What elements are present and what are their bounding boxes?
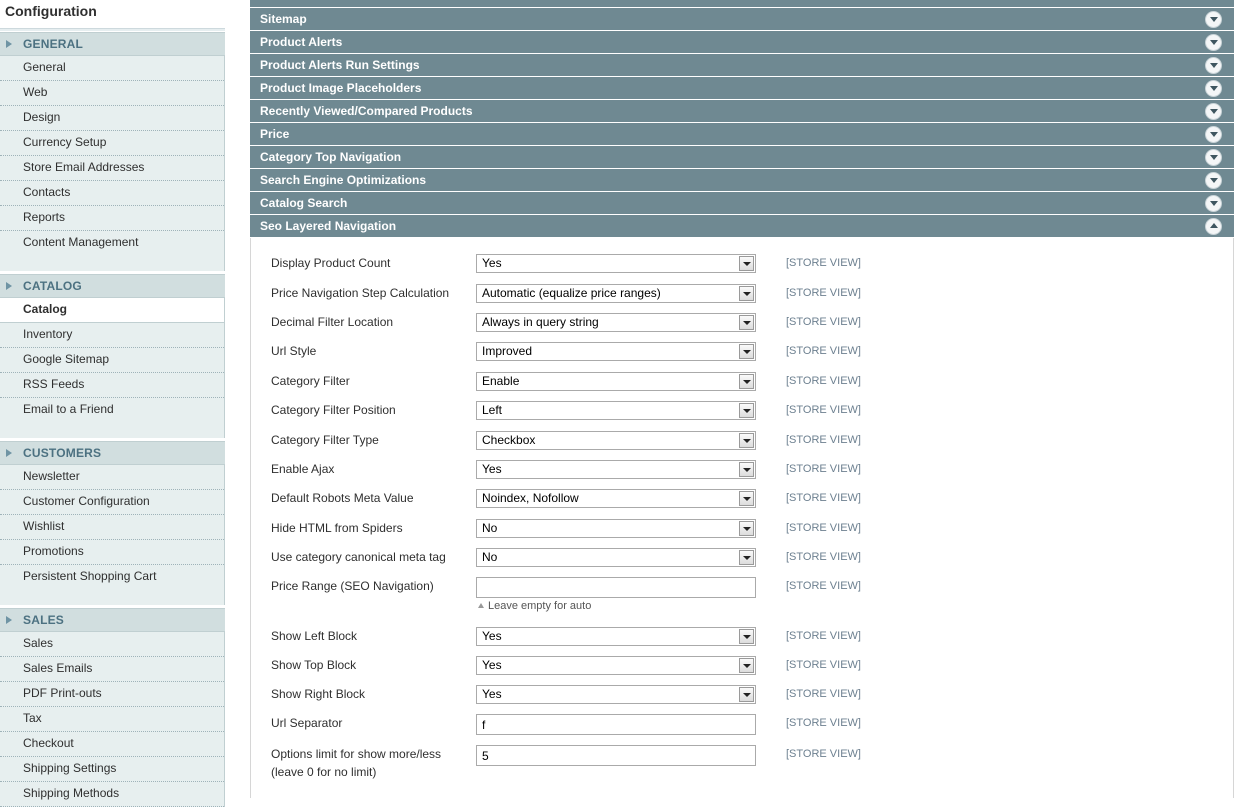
sidebar-item-email-to-a-friend[interactable]: Email to a Friend (0, 398, 224, 422)
dropdown-arrow-icon (739, 344, 754, 359)
select-value: No (482, 521, 498, 535)
scope-label: [STORE VIEW] (786, 316, 861, 328)
select-value: Left (482, 403, 503, 417)
field-label: Enable Ajax (271, 462, 335, 476)
dropdown-arrow-icon (739, 315, 754, 330)
accordion-sitemap[interactable] (250, 8, 1234, 31)
scope-label: [STORE VIEW] (786, 492, 861, 504)
scope-label: [STORE VIEW] (786, 463, 861, 475)
category-filter-position-select[interactable] (476, 401, 756, 420)
dropdown-arrow-icon (739, 629, 754, 644)
collapse-icon[interactable] (1205, 218, 1222, 235)
field-label-line1: Options limit for show more/less (271, 747, 442, 761)
field-label: Category Filter (271, 374, 350, 388)
section-sales[interactable] (0, 608, 225, 632)
price-navigation-step-select[interactable] (476, 284, 756, 303)
sidebar-item-persistent-shopping-cart[interactable]: Persistent Shopping Cart (0, 565, 224, 589)
select-value: Yes (482, 629, 502, 643)
accordion-label: Product Image Placeholders (260, 81, 422, 95)
accordion-label: Category Top Navigation (260, 150, 402, 164)
field-label: Use category canonical meta tag (271, 550, 446, 564)
scope-label: [STORE VIEW] (786, 717, 861, 729)
display-product-count-select[interactable] (476, 254, 756, 273)
sidebar-item-web[interactable]: Web (0, 81, 224, 106)
scope-label: [STORE VIEW] (786, 551, 861, 563)
select-value: Improved (482, 344, 533, 358)
dropdown-arrow-icon (739, 491, 754, 506)
select-value: Yes (482, 658, 502, 672)
show-top-block-select[interactable] (476, 656, 756, 675)
accordion-partial-header (250, 0, 1234, 8)
accordion-label: Product Alerts (260, 35, 343, 49)
scope-label: [STORE VIEW] (786, 659, 861, 671)
scope-label: [STORE VIEW] (786, 434, 861, 446)
scope-label: [STORE VIEW] (786, 522, 861, 534)
note-arrow-icon (478, 603, 484, 608)
dropdown-arrow-icon (739, 256, 754, 271)
accordion-product-alerts[interactable] (250, 31, 1234, 54)
field-label: Show Left Block (271, 629, 358, 643)
sidebar-item-design[interactable]: Design (0, 106, 224, 131)
sidebar-item-wishlist[interactable]: Wishlist (0, 515, 224, 540)
hide-html-from-spiders-select[interactable] (476, 519, 756, 538)
select-value: Checkbox (482, 433, 536, 447)
sidebar-item-checkout[interactable]: Checkout (0, 732, 224, 757)
sidebar-item-shipping-settings[interactable]: Shipping Settings (0, 757, 224, 782)
accordion-price[interactable] (250, 123, 1234, 146)
enable-ajax-select[interactable] (476, 460, 756, 479)
config-sidebar (0, 0, 225, 800)
show-right-block-select[interactable] (476, 685, 756, 704)
section-general-label: GENERAL (23, 37, 84, 51)
sidebar-item-promotions[interactable]: Promotions (0, 540, 224, 565)
select-value: Automatic (equalize price ranges) (482, 286, 661, 300)
sidebar-title: Configuration (0, 0, 225, 29)
accordion-product-alerts-run-settings[interactable] (250, 54, 1234, 77)
accordion-label: Recently Viewed/Compared Products (260, 104, 473, 118)
dropdown-arrow-icon (739, 286, 754, 301)
sidebar-item-currency-setup[interactable]: Currency Setup (0, 131, 224, 156)
accordion-label: Search Engine Optimizations (260, 173, 427, 187)
expand-icon[interactable] (1205, 80, 1222, 97)
url-separator-input[interactable] (476, 714, 756, 735)
category-filter-select[interactable] (476, 372, 756, 391)
scope-label: [STORE VIEW] (786, 748, 861, 760)
seo-layered-navigation-fieldset (250, 238, 1234, 798)
accordion-label: Sitemap (260, 12, 307, 26)
select-value: Enable (482, 374, 520, 388)
config-main (250, 0, 1234, 797)
accordion-label: Seo Layered Navigation (260, 219, 397, 233)
scope-label: [STORE VIEW] (786, 375, 861, 387)
decimal-filter-location-select[interactable] (476, 313, 756, 332)
section-arrow-icon (6, 40, 12, 48)
scope-label: [STORE VIEW] (786, 630, 861, 642)
field-label (271, 745, 476, 781)
field-note (478, 600, 591, 612)
accordion-product-image-placeholders[interactable] (250, 77, 1234, 100)
sidebar-item-tax[interactable]: Tax (0, 707, 224, 732)
field-label: Price Range (SEO Navigation) (271, 579, 434, 593)
accordion-label: Product Alerts Run Settings (260, 58, 420, 72)
accordion-label: Catalog Search (260, 196, 348, 210)
expand-icon[interactable] (1205, 149, 1222, 166)
sidebar-item-content-management[interactable]: Content Management (0, 231, 224, 255)
expand-icon[interactable] (1205, 57, 1222, 74)
sidebar-item-shipping-methods[interactable]: Shipping Methods (0, 782, 224, 807)
scope-label: [STORE VIEW] (786, 345, 861, 357)
field-label: Hide HTML from Spiders (271, 521, 403, 535)
field-label-line2: (leave 0 for no limit) (271, 765, 377, 779)
accordion-category-top-navigation[interactable] (250, 146, 1234, 169)
scope-label: [STORE VIEW] (786, 688, 861, 700)
sidebar-item-catalog[interactable]: Catalog (0, 298, 224, 323)
dropdown-arrow-icon (739, 521, 754, 536)
field-label: Url Separator (271, 716, 343, 730)
section-arrow-icon (6, 449, 12, 457)
select-value: Always in query string (482, 315, 599, 329)
accordion-recently-viewed-compared[interactable] (250, 100, 1234, 123)
select-value: Yes (482, 256, 502, 270)
select-value: Yes (482, 462, 502, 476)
field-label: Price Navigation Step Calculation (271, 286, 450, 300)
accordion-label: Price (260, 127, 290, 141)
accordion-search-engine-optimizations[interactable] (250, 169, 1234, 192)
sidebar-item-google-sitemap[interactable]: Google Sitemap (0, 348, 224, 373)
section-catalog[interactable] (0, 274, 225, 298)
section-sales-label: SALES (23, 613, 65, 627)
field-label: Category Filter Type (271, 433, 379, 447)
section-catalog-label: CATALOG (23, 279, 82, 293)
note-text: Leave empty for auto (488, 600, 592, 612)
expand-icon[interactable] (1205, 172, 1222, 189)
section-customers-list (0, 465, 225, 605)
section-customers-label: CUSTOMERS (23, 446, 102, 460)
field-label: Show Right Block (271, 687, 366, 701)
price-range-input[interactable] (476, 577, 756, 598)
field-label: Default Robots Meta Value (271, 491, 414, 505)
scope-label: [STORE VIEW] (786, 580, 861, 592)
sidebar-item-reports[interactable]: Reports (0, 206, 224, 231)
sidebar-item-newsletter[interactable]: Newsletter (0, 465, 224, 490)
section-general-list (0, 56, 225, 271)
sidebar-item-store-email-addresses[interactable]: Store Email Addresses (0, 156, 224, 181)
expand-icon[interactable] (1205, 195, 1222, 212)
select-value: Noindex, Nofollow (482, 491, 579, 505)
field-label: Decimal Filter Location (271, 315, 394, 329)
expand-icon[interactable] (1205, 34, 1222, 51)
dropdown-arrow-icon (739, 687, 754, 702)
scope-label: [STORE VIEW] (786, 404, 861, 416)
sidebar-item-general[interactable]: General (0, 56, 224, 81)
section-sales-list (0, 632, 225, 807)
expand-icon[interactable] (1205, 11, 1222, 28)
default-robots-meta-select[interactable] (476, 489, 756, 508)
scope-label: [STORE VIEW] (786, 257, 861, 269)
section-customers[interactable] (0, 441, 225, 465)
url-style-select[interactable] (476, 342, 756, 361)
expand-icon[interactable] (1205, 126, 1222, 143)
dropdown-arrow-icon (739, 462, 754, 477)
select-value: No (482, 550, 498, 564)
field-label: Show Top Block (271, 658, 357, 672)
category-filter-type-select[interactable] (476, 431, 756, 450)
dropdown-arrow-icon (739, 658, 754, 673)
field-label: Category Filter Position (271, 403, 396, 417)
section-arrow-icon (6, 616, 12, 624)
section-catalog-list (0, 298, 225, 438)
accordion-seo-layered-navigation[interactable] (250, 215, 1234, 238)
field-label: Url Style (271, 344, 317, 358)
dropdown-arrow-icon (739, 403, 754, 418)
dropdown-arrow-icon (739, 433, 754, 448)
dropdown-arrow-icon (739, 374, 754, 389)
section-general[interactable] (0, 32, 225, 56)
sidebar-item-sales[interactable]: Sales (0, 632, 224, 657)
field-label: Display Product Count (271, 256, 391, 270)
options-limit-input[interactable] (476, 745, 756, 766)
sidebar-item-pdf-print-outs[interactable]: PDF Print-outs (0, 682, 224, 707)
sidebar-item-contacts[interactable]: Contacts (0, 181, 224, 206)
scope-label: [STORE VIEW] (786, 287, 861, 299)
sidebar-item-inventory[interactable]: Inventory (0, 323, 224, 348)
expand-icon[interactable] (1205, 103, 1222, 120)
select-value: Yes (482, 687, 502, 701)
dropdown-arrow-icon (739, 550, 754, 565)
show-left-block-select[interactable] (476, 627, 756, 646)
sidebar-item-customer-configuration[interactable]: Customer Configuration (0, 490, 224, 515)
sidebar-item-sales-emails[interactable]: Sales Emails (0, 657, 224, 682)
section-arrow-icon (6, 282, 12, 290)
use-category-canonical-select[interactable] (476, 548, 756, 567)
sidebar-item-rss-feeds[interactable]: RSS Feeds (0, 373, 224, 398)
accordion-catalog-search[interactable] (250, 192, 1234, 215)
